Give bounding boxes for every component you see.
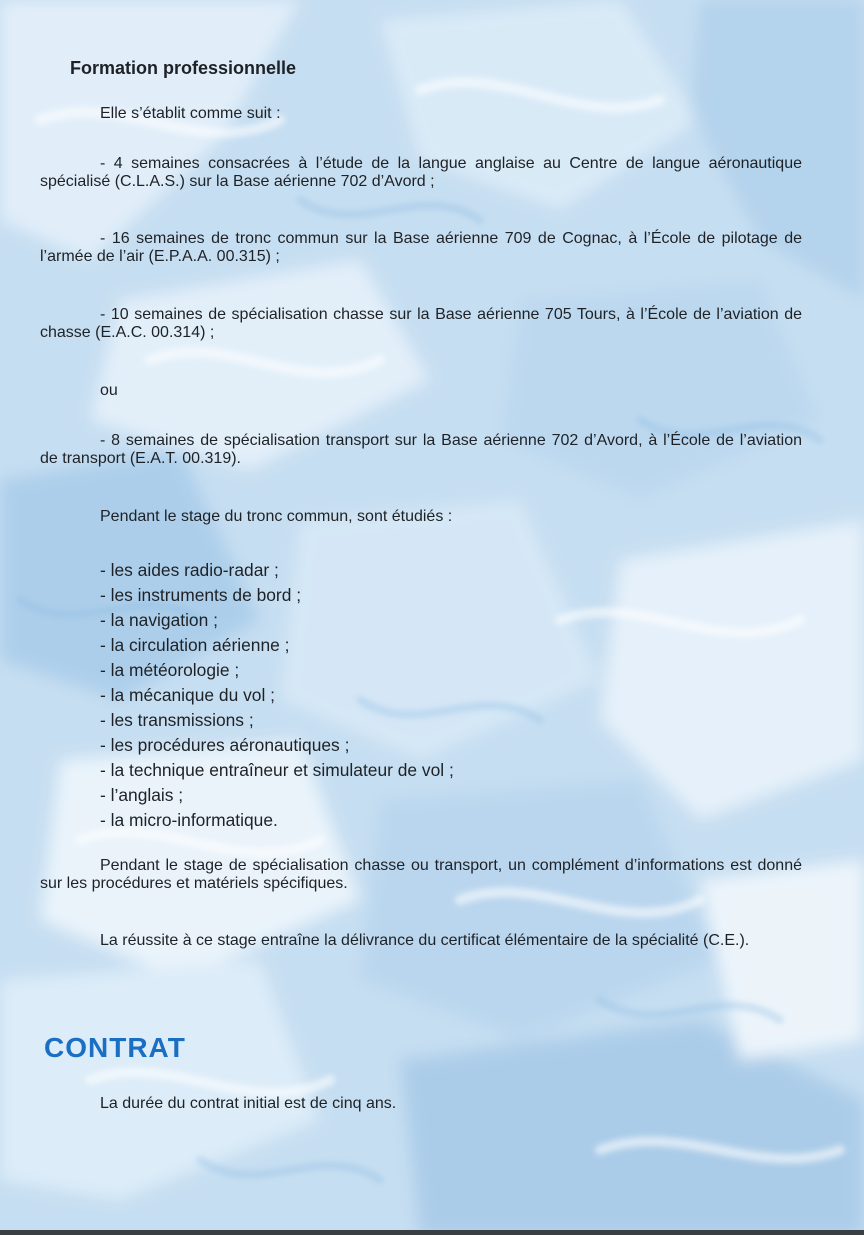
section-heading-formation: Formation professionnelle [70,58,297,78]
step-paragraph-tronc-commun: - 16 semaines de tronc commun sur la Base aérienne 709 de Cognac, à l’École de pilotage de l’armée de l’air (E.P.A.A. 00.315) ; [40,230,802,265]
list-item: - les instruments de bord ; [100,585,302,605]
list-item: - les transmissions ; [100,710,254,730]
list-item: - les aides radio-radar ; [100,560,279,580]
intro-paragraph: Elle s’établit comme suit : [100,105,281,122]
list-item: - l’anglais ; [100,785,184,805]
specialisation-paragraph: Pendant le stage de spécialisation chasse ou transport, un complément d’informations est donné sur les procédures et matériels spécifiques. [40,857,802,892]
tronc-commun-intro: Pendant le stage du tronc commun, sont étudiés : [100,508,453,525]
step-paragraph-chasse: - 10 semaines de spécialisation chasse sur la Base aérienne 705 Tours, à l’École de l’aviation de chasse (E.A.C. 00.314) ; [40,306,802,341]
reussite-paragraph: La réussite à ce stage entraîne la délivrance du certificat élémentaire de la spécialité (C.E.). [100,932,750,949]
subjects-list [100,558,454,833]
step-paragraph-clas: - 4 semaines consacrées à l’étude de la langue anglaise au Centre de langue aéronautique spécialisé (C.L.A.S.) sur la Base aérienne 702 d’Avord ; [40,155,802,190]
list-item: - la navigation ; [100,610,218,630]
list-item: - la météorologie ; [100,660,240,680]
list-item: - la technique entraîneur et simulateur de vol ; [100,760,454,780]
contrat-paragraph: La durée du contrat initial est de cinq ans. [100,1095,397,1112]
list-item: - la micro-informatique. [100,810,278,830]
section-title-contrat: CONTRAT [44,1032,186,1063]
step-paragraph-transport: - 8 semaines de spécialisation transport sur la Base aérienne 702 d’Avord, à l’École de l’aviation de transport (E.A.T. 00.319). [40,432,802,467]
step-paragraph-or: ou [100,382,118,399]
list-item: - les procédures aéronautiques ; [100,735,350,755]
list-item: - la mécanique du vol ; [100,685,275,705]
page-bottom-edge [0,1230,864,1235]
list-item: - la circulation aérienne ; [100,635,290,655]
